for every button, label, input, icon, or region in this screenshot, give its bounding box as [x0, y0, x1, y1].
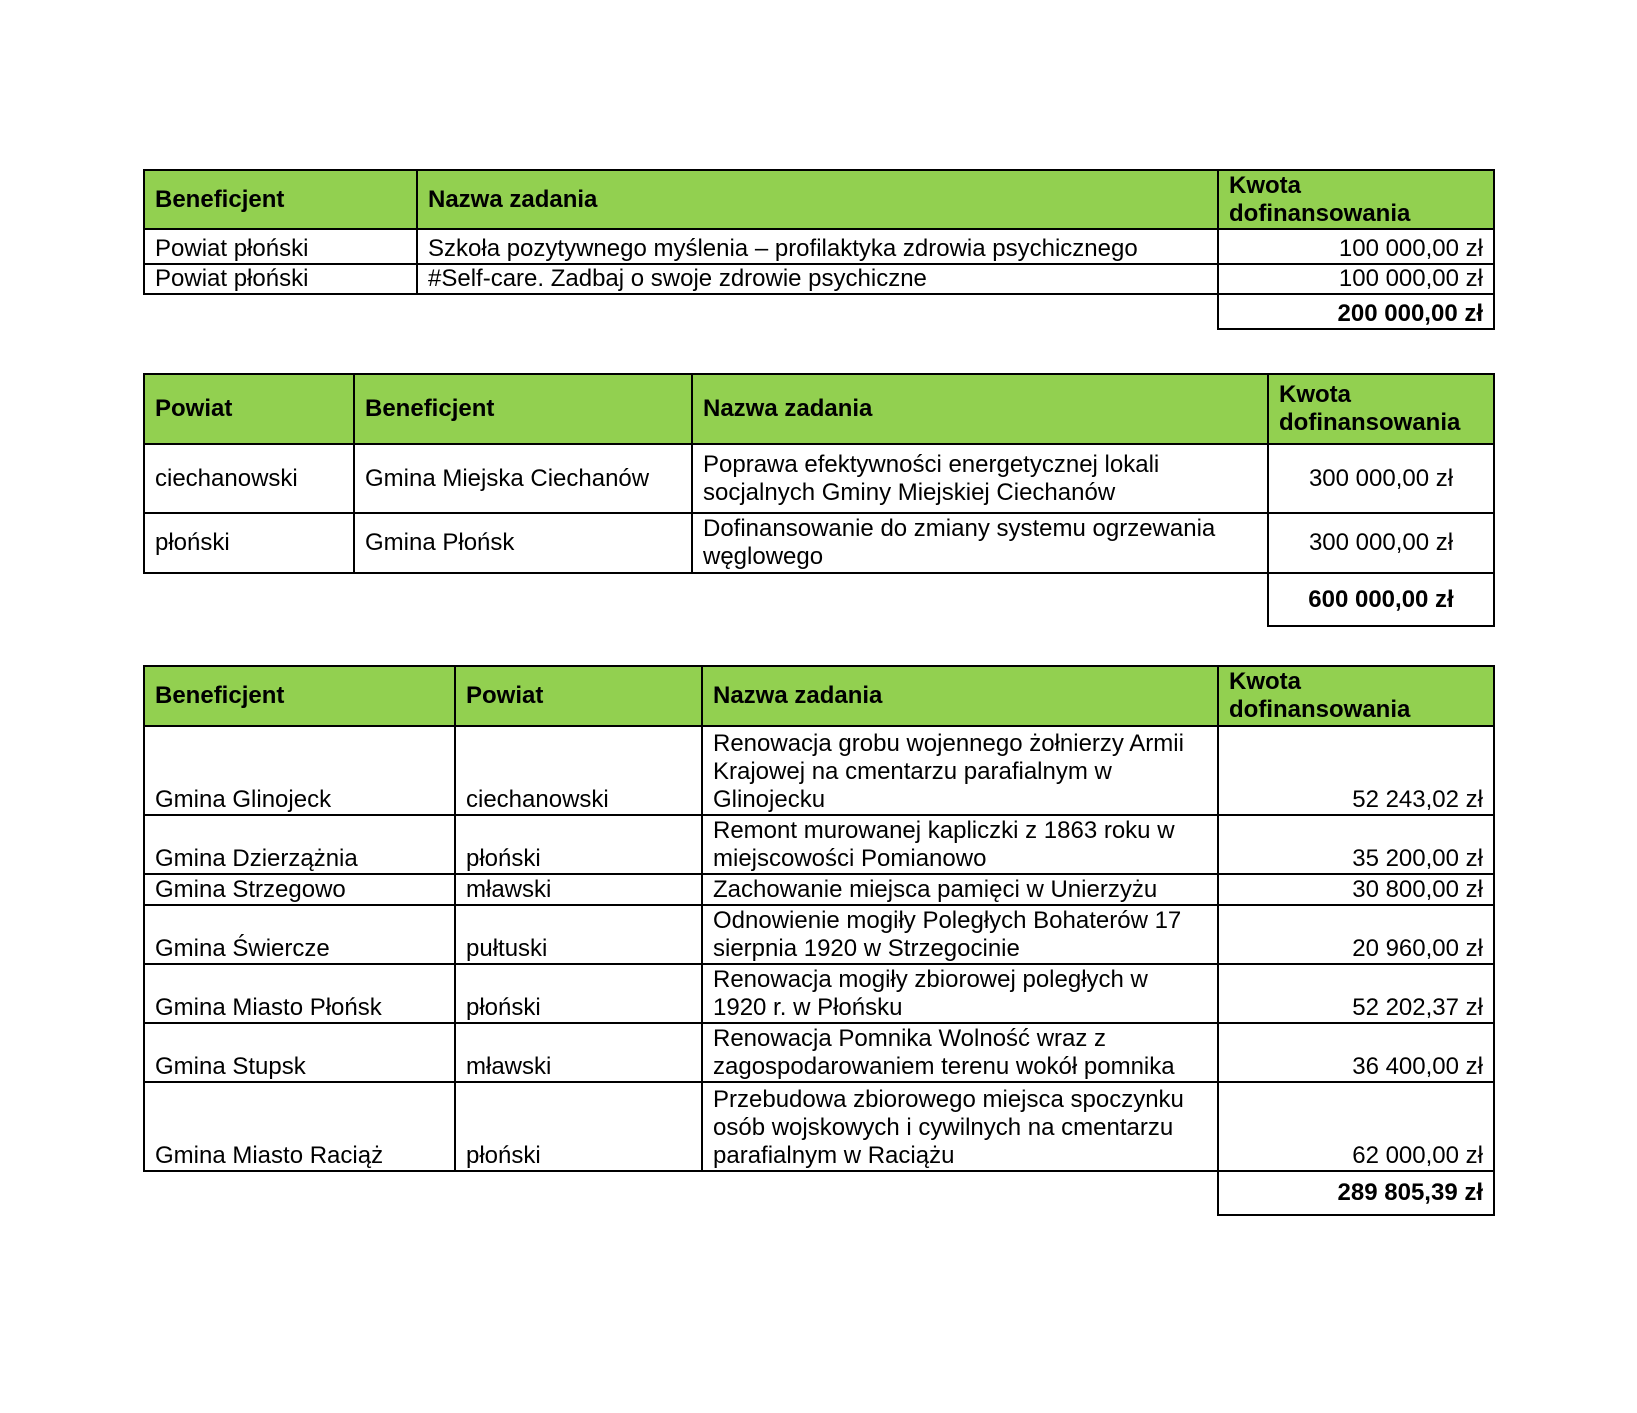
cell-powiat: płoński — [455, 1082, 702, 1171]
header-nazwa-zadania: Nazwa zadania — [417, 170, 1218, 229]
cell-beneficjent: Gmina Płońsk — [354, 513, 692, 573]
cell-powiat: mławski — [455, 1023, 702, 1082]
cell-powiat: ciechanowski — [144, 444, 354, 513]
total-amount: 600 000,00 zł — [1268, 573, 1494, 626]
header-beneficjent: Beneficjent — [354, 374, 692, 444]
table-row — [144, 1023, 1494, 1082]
header-kwota: Kwota dofinansowania — [1218, 666, 1494, 726]
header-beneficjent: Beneficjent — [144, 170, 417, 229]
header-kwota: Kwota dofinansowania — [1268, 374, 1494, 444]
table-header-row — [144, 170, 1494, 229]
table-row — [144, 264, 1494, 294]
table-grants-energy — [143, 373, 1495, 627]
table-row — [144, 726, 1494, 815]
cell-powiat: płoński — [144, 513, 354, 573]
total-amount: 289 805,39 zł — [1218, 1171, 1494, 1215]
cell-kwota: 100 000,00 zł — [1218, 264, 1494, 294]
total-row — [144, 1171, 1494, 1215]
cell-beneficjent: Gmina Miejska Ciechanów — [354, 444, 692, 513]
cell-kwota: 52 202,37 zł — [1218, 964, 1494, 1023]
table-row — [144, 905, 1494, 964]
cell-zadanie: Zachowanie miejsca pamięci w Unierzyżu — [702, 874, 1218, 905]
cell-zadanie: Renowacja grobu wojennego żołnierzy Armii Krajowej na cmentarzu parafialnym w Glinojecku — [702, 726, 1218, 815]
header-beneficjent: Beneficjent — [144, 666, 455, 726]
table-row — [144, 444, 1494, 513]
cell-beneficjent: Gmina Świercze — [144, 905, 455, 964]
total-row — [144, 294, 1494, 329]
cell-beneficjent: Gmina Strzegowo — [144, 874, 455, 905]
header-kwota: Kwota dofinansowania — [1218, 170, 1494, 229]
cell-beneficjent: Gmina Glinojeck — [144, 726, 455, 815]
table-row — [144, 964, 1494, 1023]
cell-beneficjent: Powiat płoński — [144, 264, 417, 294]
table-row — [144, 815, 1494, 874]
table-row — [144, 513, 1494, 573]
cell-powiat: ciechanowski — [455, 726, 702, 815]
cell-kwota: 36 400,00 zł — [1218, 1023, 1494, 1082]
table-row — [144, 229, 1494, 264]
cell-powiat: płoński — [455, 815, 702, 874]
cell-zadanie: Odnowienie mogiły Poległych Bohaterów 17 sierpnia 1920 w Strzegocinie — [702, 905, 1218, 964]
cell-kwota: 20 960,00 zł — [1218, 905, 1494, 964]
cell-kwota: 300 000,00 zł — [1268, 513, 1494, 573]
cell-powiat: pułtuski — [455, 905, 702, 964]
total-row — [144, 573, 1494, 626]
cell-beneficjent: Powiat płoński — [144, 229, 417, 264]
table-row — [144, 874, 1494, 905]
cell-kwota: 30 800,00 zł — [1218, 874, 1494, 905]
cell-zadanie: Poprawa efektywności energetycznej lokali socjalnych Gminy Miejskiej Ciechanów — [692, 444, 1268, 513]
cell-beneficjent: Gmina Dzierzążnia — [144, 815, 455, 874]
cell-kwota: 100 000,00 zł — [1218, 229, 1494, 264]
cell-kwota: 300 000,00 zł — [1268, 444, 1494, 513]
cell-zadanie: Przebudowa zbiorowego miejsca spoczynku osób wojskowych i cywilnych na cmentarzu parafialnym w Raciążu — [702, 1082, 1218, 1171]
cell-zadanie: #Self-care. Zadbaj o swoje zdrowie psychiczne — [417, 264, 1218, 294]
cell-zadanie: Renowacja Pomnika Wolność wraz z zagospodarowaniem terenu wokół pomnika — [702, 1023, 1218, 1082]
cell-kwota: 52 243,02 zł — [1218, 726, 1494, 815]
cell-beneficjent: Gmina Stupsk — [144, 1023, 455, 1082]
cell-zadanie: Dofinansowanie do zmiany systemu ogrzewania węglowego — [692, 513, 1268, 573]
cell-zadanie: Renowacja mogiły zbiorowej poległych w 1920 r. w Płońsku — [702, 964, 1218, 1023]
header-powiat: Powiat — [455, 666, 702, 726]
header-powiat: Powiat — [144, 374, 354, 444]
table-header-row — [144, 374, 1494, 444]
cell-powiat: płoński — [455, 964, 702, 1023]
cell-kwota: 35 200,00 zł — [1218, 815, 1494, 874]
table-header-row — [144, 666, 1494, 726]
total-amount: 200 000,00 zł — [1218, 294, 1494, 329]
header-nazwa-zadania: Nazwa zadania — [692, 374, 1268, 444]
cell-powiat: mławski — [455, 874, 702, 905]
table-grants-memorials — [143, 665, 1495, 1216]
cell-zadanie: Remont murowanej kapliczki z 1863 roku w miejscowości Pomianowo — [702, 815, 1218, 874]
cell-zadanie: Szkoła pozytywnego myślenia – profilaktyka zdrowia psychicznego — [417, 229, 1218, 264]
cell-kwota: 62 000,00 zł — [1218, 1082, 1494, 1171]
cell-beneficjent: Gmina Miasto Raciąż — [144, 1082, 455, 1171]
cell-beneficjent: Gmina Miasto Płońsk — [144, 964, 455, 1023]
table-row — [144, 1082, 1494, 1171]
header-nazwa-zadania: Nazwa zadania — [702, 666, 1218, 726]
table-grants-health — [143, 169, 1495, 330]
